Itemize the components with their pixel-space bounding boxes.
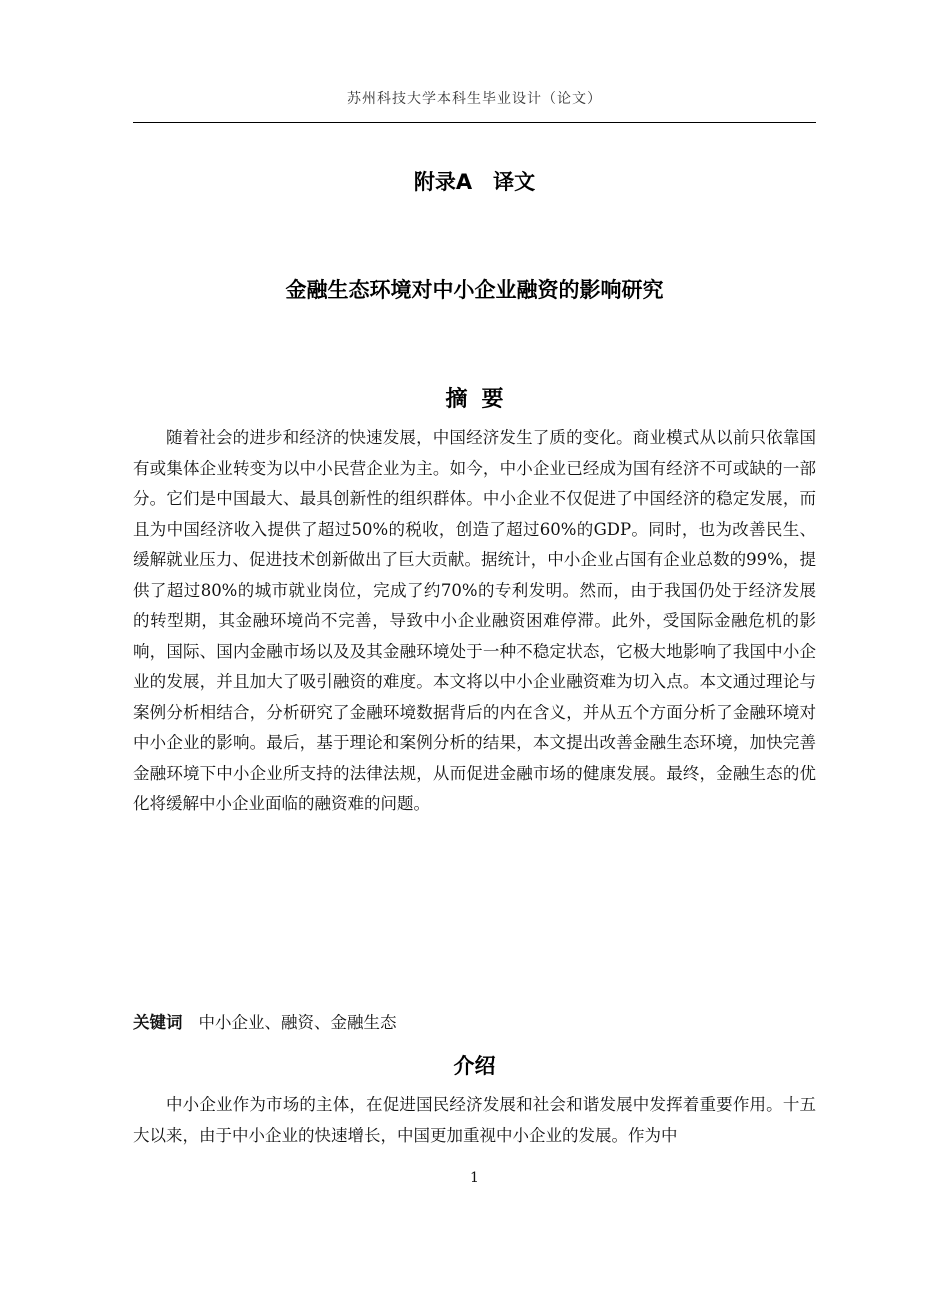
running-header: 苏州科技大学本科生毕业设计（论文）	[347, 91, 602, 107]
page-number: 1	[470, 1170, 479, 1186]
introduction-body: 中小企业作为市场的主体，在促进国民经济发展和社会和谐发展中发挥着重要作用。十五大以来，由于中小企业的快速增长，中国更加重视中小企业的发展。作为中	[133, 1095, 816, 1145]
introduction-heading: 介绍	[453, 1054, 496, 1078]
keywords-label: 关键词	[133, 1013, 183, 1032]
appendix-heading: 附录A 译文	[413, 170, 536, 194]
abstract-heading: 摘要	[445, 387, 518, 412]
paper-title: 金融生态环境对中小企业融资的影响研究	[285, 278, 664, 302]
keywords-value: 中小企业、融资、金融生态	[198, 1013, 397, 1032]
keywords-line	[133, 1009, 816, 1033]
abstract-body: 随着社会的进步和经济的快速发展，中国经济发生了质的变化。商业模式从以前只依靠国有或集体企业转变为以中小民营企业为主。如今，中小企业已经成为国有经济不可或缺的一部分。它们是中国最大、最具创新性的组织群体。中小企业不仅促进了中国经济的稳定发展，而且为中国经济收入提供了超过50%的税收，创造了超过60%的GDP。同时，也为改善民生、缓解就业压力、促进技术创新做出了巨大贡献。据统计，中小企业占国有企业总数的99%，提供了超过80%的城市就业岗位，完成了约70%的专利发明。然而，由于我国仍处于经济发展的转型期，其金融环境尚不完善，导致中小企业融资困难停滞。此外，受国际金融危机的影响，国际、国内金融市场以及及其金融环境处于一种不稳定状态，它极大地影响了我国中小企业的发展，并且加大了吸引融资的难度。本文将以中小企业融资难为切入点。本文通过理论与案例分析相结合，分析研究了金融环境数据背后的内在含义，并从五个方面分析了金融环境对中小企业的影响。最后，基于理论和案例分析的结果，本文提出改善金融生态环境，加快完善金融环境下中小企业所支持的法律法规，从而促进金融市场的健康发展。最终，金融生态的优化将缓解中小企业面临的融资难的问题。	[133, 428, 816, 813]
header-rule	[133, 122, 816, 123]
